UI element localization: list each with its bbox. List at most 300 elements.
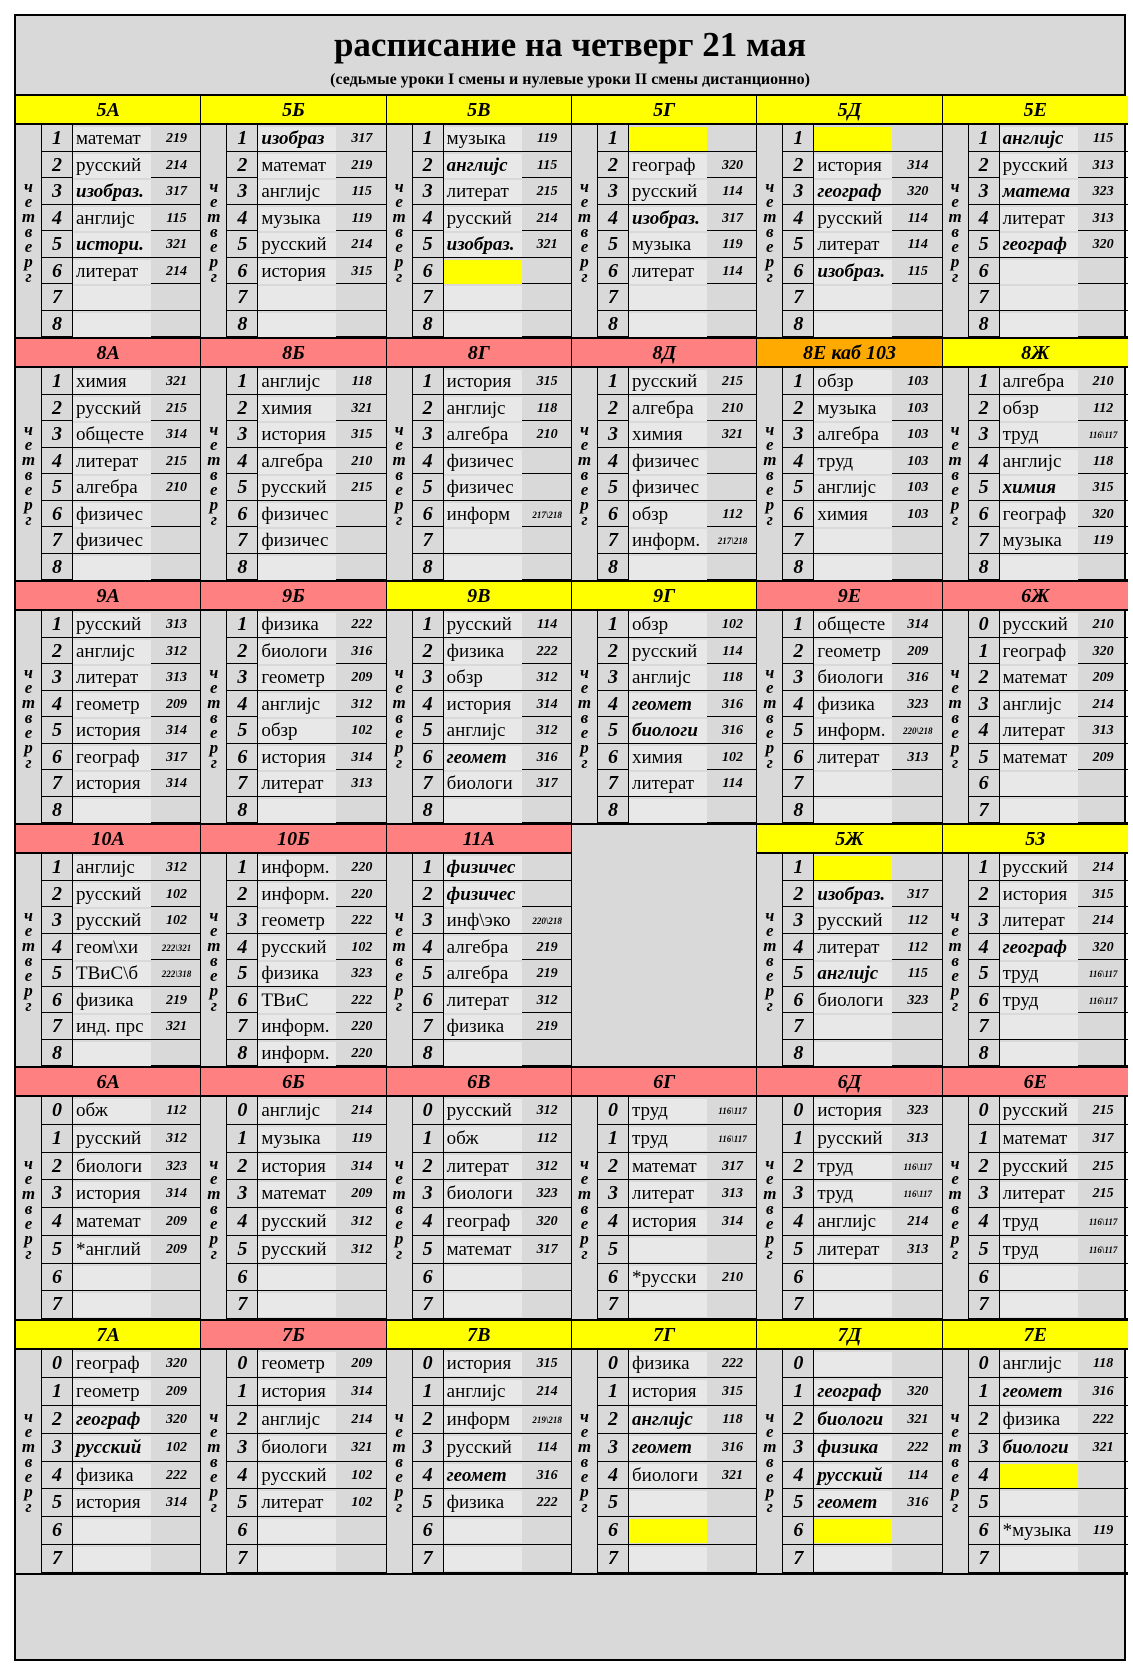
lesson-row — [783, 1097, 942, 1125]
lesson-number: 4 — [42, 448, 73, 475]
lesson-number: 4 — [783, 1208, 814, 1236]
lesson-room — [708, 313, 757, 337]
lesson-number: 0 — [42, 1097, 73, 1125]
lesson-room: 118 — [537, 400, 558, 416]
lesson-subject: история — [73, 1491, 151, 1515]
lesson-subject — [444, 260, 522, 284]
lesson-number: 1 — [598, 1125, 629, 1153]
day-label: четверг — [16, 125, 42, 337]
lesson-room: 314 — [351, 1383, 373, 1399]
lesson-room: 209 — [166, 1383, 187, 1399]
lesson-subject: изобраз. — [814, 260, 892, 284]
lesson-subject: литерат — [1000, 1182, 1078, 1206]
lesson-subject: биологи — [814, 989, 892, 1013]
lesson-room: 313 — [907, 1130, 929, 1146]
lesson-row — [42, 258, 201, 285]
lesson-row — [783, 284, 942, 311]
lesson-subject: биологи — [258, 1436, 336, 1460]
lesson-subject — [814, 127, 892, 151]
lesson-subject: физичес — [444, 476, 522, 500]
lesson-room: 114 — [907, 237, 928, 252]
lesson-room: 222 — [351, 913, 373, 928]
lesson-room — [1079, 286, 1128, 310]
lesson-row — [413, 395, 572, 422]
lesson-room: 314 — [907, 157, 929, 173]
class-column — [16, 825, 201, 1066]
lesson-subject: англиjс — [629, 666, 707, 690]
lesson-subject — [1000, 772, 1078, 796]
lesson-row — [598, 1236, 757, 1264]
lesson-room: 209 — [166, 1214, 187, 1229]
lesson-subject: физика — [444, 640, 522, 664]
lesson-row — [969, 907, 1128, 934]
lesson-row — [969, 1180, 1128, 1208]
lesson-row — [598, 448, 757, 475]
lesson-room: 119 — [1093, 1523, 1114, 1539]
lesson-subject: музыка — [1000, 529, 1078, 553]
class-name: 5Г — [572, 96, 756, 125]
lesson-number: 0 — [42, 1350, 73, 1378]
lesson-subject: географ — [73, 1408, 151, 1432]
lesson-number: 5 — [227, 1236, 258, 1264]
lesson-row — [227, 1097, 386, 1125]
lesson-subject — [814, 1266, 892, 1290]
lesson-number: 6 — [227, 1517, 258, 1545]
class-column — [757, 1321, 942, 1573]
lesson-row — [598, 1517, 757, 1545]
lesson-subject: русский — [73, 1127, 151, 1151]
lesson-subject — [814, 313, 892, 337]
lesson-row — [413, 1545, 572, 1573]
lesson-number: 6 — [413, 501, 444, 528]
lesson-row — [783, 178, 942, 205]
lesson-subject: физика — [258, 613, 336, 637]
lesson-row — [598, 1378, 757, 1406]
lesson-room: 215 — [1092, 1158, 1114, 1174]
lesson-subject — [1000, 260, 1078, 284]
lesson-row — [42, 1097, 201, 1125]
lesson-room: 116\117 — [903, 1189, 933, 1200]
lesson-subject: англиjс — [1000, 693, 1078, 717]
class-name: 6А — [16, 1068, 200, 1097]
lesson-number: 1 — [42, 125, 73, 152]
lesson-row — [598, 691, 757, 718]
lesson-row — [783, 744, 942, 771]
lesson-subject: физика — [629, 1352, 707, 1376]
lesson-subject: математ — [1000, 1127, 1078, 1151]
lesson-subject: русский — [1000, 1155, 1078, 1179]
lesson-number: 4 — [42, 691, 73, 718]
class-column — [757, 1068, 942, 1319]
lesson-room — [523, 1293, 572, 1317]
lesson-row — [783, 152, 942, 179]
lesson-subject: химия — [1000, 476, 1078, 500]
lesson-subject: алгебра — [814, 423, 892, 447]
lesson-number: 7 — [227, 284, 258, 311]
lesson-number: 8 — [413, 1040, 444, 1067]
lesson-row — [598, 1208, 757, 1236]
lesson-room: 321 — [536, 237, 558, 252]
lesson-row — [969, 664, 1128, 691]
lesson-number: 3 — [227, 1180, 258, 1208]
lesson-number: 4 — [413, 448, 444, 475]
lesson-room: 323 — [351, 966, 373, 981]
lesson-room: 215 — [351, 480, 373, 495]
lesson-room — [1079, 799, 1128, 823]
class-name: 8А — [16, 339, 200, 368]
lesson-row — [42, 797, 201, 824]
day-label: четверг — [572, 125, 598, 337]
lesson-number: 2 — [969, 664, 1000, 691]
lesson-subject: геомет — [444, 746, 522, 770]
lesson-number: 5 — [227, 474, 258, 501]
lesson-row — [783, 1040, 942, 1067]
lesson-row — [413, 152, 572, 179]
lesson-row — [969, 421, 1128, 448]
lesson-room: 210 — [351, 453, 373, 469]
lesson-number: 3 — [969, 1180, 1000, 1208]
lesson-row — [42, 1125, 201, 1153]
lesson-number: 6 — [413, 258, 444, 285]
lesson-subject: история — [258, 1380, 336, 1404]
lesson-number: 7 — [783, 1291, 814, 1319]
lesson-subject: литерат — [444, 180, 522, 204]
lesson-number: 7 — [969, 284, 1000, 311]
lesson-number: 6 — [413, 744, 444, 771]
lesson-room: 321 — [1092, 1439, 1114, 1455]
lesson-row — [783, 987, 942, 1014]
lesson-subject — [444, 1042, 522, 1066]
lesson-row — [42, 421, 201, 448]
lesson-row — [227, 664, 386, 691]
lesson-number: 8 — [598, 311, 629, 338]
lesson-number: 6 — [227, 501, 258, 528]
lesson-number: 3 — [227, 1434, 258, 1462]
lesson-subject: англиjс — [1000, 1352, 1078, 1376]
lesson-subject: математ — [444, 1238, 522, 1262]
lesson-room: 119 — [351, 210, 372, 226]
lesson-subject: русский — [1000, 1099, 1078, 1123]
lesson-row — [598, 474, 757, 501]
lesson-row — [227, 1153, 386, 1181]
lesson-row — [413, 1378, 572, 1406]
class-name: 7Д — [757, 1321, 941, 1350]
lesson-number: 2 — [227, 881, 258, 908]
lesson-subject — [814, 1519, 892, 1543]
lesson-room: 316 — [721, 723, 743, 738]
lesson-row — [969, 797, 1128, 824]
lesson-room: 315 — [351, 263, 373, 279]
lesson-number: 8 — [42, 554, 73, 581]
lesson-subject: русский — [814, 1127, 892, 1151]
lesson-number: 2 — [42, 152, 73, 179]
lesson-row — [783, 231, 942, 258]
lesson-room: 214 — [907, 1214, 929, 1229]
lesson-room — [337, 529, 386, 553]
lesson-number: 1 — [227, 854, 258, 881]
lesson-room: 222 — [166, 1467, 187, 1483]
lesson-room — [893, 529, 942, 553]
lesson-subject — [1000, 1266, 1078, 1290]
day-label: четверг — [387, 1350, 413, 1573]
lesson-row — [413, 178, 572, 205]
lesson-row — [42, 311, 201, 338]
lesson-row — [42, 881, 201, 908]
lesson-room: 115 — [166, 210, 187, 226]
lesson-room: 219 — [536, 966, 558, 981]
lesson-number: 6 — [227, 987, 258, 1014]
lesson-row — [783, 421, 942, 448]
lesson-subject: русский — [444, 613, 522, 637]
class-column — [572, 582, 757, 823]
lesson-room — [523, 556, 572, 580]
lesson-number: 7 — [42, 527, 73, 554]
lesson-subject: история — [73, 719, 151, 743]
lesson-room — [337, 799, 386, 823]
lesson-row — [413, 664, 572, 691]
lesson-room — [708, 1519, 757, 1543]
class-column — [16, 1321, 201, 1573]
lesson-subject: русский — [258, 936, 336, 960]
class-name: 7В — [387, 1321, 571, 1350]
lesson-room: 214 — [536, 1383, 558, 1399]
lesson-room — [708, 450, 757, 474]
lesson-number: 3 — [783, 178, 814, 205]
lesson-number: 3 — [598, 1434, 629, 1462]
lesson-number: 8 — [598, 797, 629, 824]
lesson-number: 1 — [42, 1378, 73, 1406]
lesson-room: 320 — [166, 1411, 187, 1427]
lesson-room: 323 — [907, 696, 929, 712]
lesson-number: 0 — [783, 1350, 814, 1378]
lesson-subject — [73, 1266, 151, 1290]
class-name: 9Е — [757, 582, 941, 611]
lesson-room — [893, 772, 942, 796]
lesson-row — [227, 1545, 386, 1573]
lesson-subject: русский — [629, 180, 707, 204]
lesson-room: 317 — [351, 131, 373, 146]
lesson-number: 7 — [969, 1013, 1000, 1040]
lesson-subject: литерат — [814, 746, 892, 770]
class-name: 9В — [387, 582, 571, 611]
lesson-room: 102 — [351, 1467, 373, 1483]
lesson-number: 0 — [598, 1097, 629, 1125]
lesson-row — [598, 770, 757, 797]
lesson-row — [227, 501, 386, 528]
lesson-room — [1079, 556, 1128, 580]
lesson-subject — [814, 856, 892, 880]
lesson-row — [227, 1434, 386, 1462]
lesson-number: 6 — [42, 501, 73, 528]
lesson-subject: музыка — [629, 233, 707, 257]
lesson-room — [523, 286, 572, 310]
lesson-subject: географ — [1000, 640, 1078, 664]
lesson-number: 2 — [783, 152, 814, 179]
lesson-row — [783, 205, 942, 232]
lesson-subject: математ — [258, 1182, 336, 1206]
lesson-row — [969, 881, 1128, 908]
class-name: 8Ж — [943, 339, 1128, 368]
lesson-row — [227, 1236, 386, 1264]
class-column — [16, 339, 201, 580]
lesson-room — [708, 1491, 757, 1515]
day-label: четверг — [16, 368, 42, 580]
lesson-subject: англиjс — [444, 1380, 522, 1404]
lesson-room: 316 — [536, 749, 558, 765]
lesson-number: 6 — [227, 258, 258, 285]
lesson-row — [413, 1180, 572, 1208]
lesson-room: 112 — [907, 913, 928, 928]
lesson-row — [42, 1462, 201, 1490]
lesson-subject: инф\эко — [444, 909, 522, 933]
lesson-subject: математ — [73, 1210, 151, 1234]
lesson-subject: история — [629, 1210, 707, 1234]
lesson-number: 2 — [598, 1153, 629, 1181]
lesson-number: 5 — [413, 474, 444, 501]
lesson-row — [413, 554, 572, 581]
lesson-row — [783, 395, 942, 422]
lesson-subject: история — [444, 1352, 522, 1376]
lesson-number: 3 — [969, 691, 1000, 718]
class-band — [16, 1068, 1128, 1321]
lesson-subject: русский — [73, 154, 151, 178]
lesson-number: 6 — [413, 987, 444, 1014]
lesson-number: 5 — [227, 1489, 258, 1517]
lesson-subject — [629, 313, 707, 337]
lesson-row — [227, 1208, 386, 1236]
lesson-number: 6 — [598, 1264, 629, 1292]
lesson-number: 6 — [227, 744, 258, 771]
lesson-subject: русский — [814, 1464, 892, 1488]
lesson-subject: русский — [814, 909, 892, 933]
lesson-number: 7 — [783, 1545, 814, 1573]
lesson-row — [227, 125, 386, 152]
day-label: четверг — [943, 125, 969, 337]
lesson-number: 2 — [969, 881, 1000, 908]
lesson-subject: математ — [1000, 666, 1078, 690]
lesson-row — [227, 611, 386, 638]
lesson-room: 317 — [907, 886, 929, 902]
lesson-row — [783, 1208, 942, 1236]
lesson-room: 320 — [907, 1383, 929, 1399]
lesson-subject: англиjс — [814, 1210, 892, 1234]
lesson-number: 4 — [783, 1462, 814, 1490]
lesson-row — [783, 1462, 942, 1490]
lesson-number: 7 — [969, 1291, 1000, 1319]
lesson-room — [893, 799, 942, 823]
lesson-number: 7 — [42, 1545, 73, 1573]
lesson-row — [42, 178, 201, 205]
lesson-room: 103 — [907, 453, 929, 469]
lesson-subject: русский — [73, 1436, 151, 1460]
lesson-number: 6 — [783, 501, 814, 528]
lesson-subject: труд — [1000, 989, 1078, 1013]
lesson-number: 8 — [227, 554, 258, 581]
lesson-subject: биологи — [629, 719, 707, 743]
lesson-number: 1 — [413, 854, 444, 881]
lesson-row — [413, 1040, 572, 1067]
lesson-number: 6 — [783, 1264, 814, 1292]
lesson-subject — [444, 529, 522, 553]
lesson-number: 2 — [42, 1153, 73, 1181]
lesson-room: 323 — [166, 1158, 187, 1174]
class-name: 6В — [387, 1068, 571, 1097]
lesson-row — [598, 125, 757, 152]
lesson-number: 2 — [413, 1406, 444, 1434]
day-label: четверг — [201, 1097, 227, 1319]
lesson-row — [227, 152, 386, 179]
lesson-room — [523, 450, 572, 474]
lesson-row — [783, 474, 942, 501]
lesson-subject: литерат — [814, 233, 892, 257]
lesson-room: 312 — [351, 1241, 373, 1257]
class-column — [201, 96, 386, 337]
lesson-row — [598, 395, 757, 422]
lesson-row — [969, 1013, 1128, 1040]
class-column — [201, 1068, 386, 1319]
lesson-room — [893, 1015, 942, 1039]
class-name: 5А — [16, 96, 200, 125]
lesson-row — [227, 448, 386, 475]
lesson-row — [227, 395, 386, 422]
lesson-row — [413, 448, 572, 475]
lesson-number: 6 — [42, 1517, 73, 1545]
class-name: 8Д — [572, 339, 756, 368]
lesson-row — [227, 744, 386, 771]
lesson-subject: биологи — [444, 772, 522, 796]
lesson-number: 8 — [42, 311, 73, 338]
lesson-number: 3 — [598, 1180, 629, 1208]
lesson-room: 118 — [722, 670, 743, 685]
lesson-subject: русский — [444, 1099, 522, 1123]
lesson-number: 7 — [227, 1013, 258, 1040]
lesson-number: 1 — [413, 1125, 444, 1153]
day-label: четверг — [757, 368, 783, 580]
lesson-room: 102 — [351, 723, 373, 738]
lesson-subject: *русски — [629, 1266, 707, 1290]
lesson-subject: геом\хи — [73, 936, 151, 960]
lesson-room: 220 — [351, 886, 373, 902]
lesson-number: 3 — [783, 664, 814, 691]
day-label: четверг — [943, 368, 969, 580]
lesson-room: 222\321 — [161, 942, 192, 953]
lesson-number: 4 — [783, 691, 814, 718]
lesson-row — [783, 125, 942, 152]
lesson-room — [337, 1293, 386, 1317]
lesson-room: 312 — [351, 1214, 373, 1229]
lesson-number: 5 — [42, 474, 73, 501]
day-label: четверг — [572, 1097, 598, 1319]
lesson-subject: физика — [444, 1491, 522, 1515]
lesson-number: 7 — [227, 1291, 258, 1319]
lesson-number: 5 — [227, 717, 258, 744]
lesson-number: 6 — [783, 744, 814, 771]
lesson-subject: англиjс — [258, 693, 336, 717]
lesson-row — [783, 1236, 942, 1264]
lesson-number: 8 — [227, 797, 258, 824]
class-column — [16, 582, 201, 823]
lesson-row — [783, 1545, 942, 1573]
lesson-number: 5 — [969, 1489, 1000, 1517]
lesson-number: 2 — [783, 881, 814, 908]
lesson-number: 5 — [783, 717, 814, 744]
lesson-subject: музыка — [444, 127, 522, 151]
lesson-number: 8 — [598, 554, 629, 581]
lesson-number: 7 — [783, 1013, 814, 1040]
class-column — [572, 1068, 757, 1319]
lesson-room — [893, 556, 942, 580]
lesson-row — [413, 1489, 572, 1517]
